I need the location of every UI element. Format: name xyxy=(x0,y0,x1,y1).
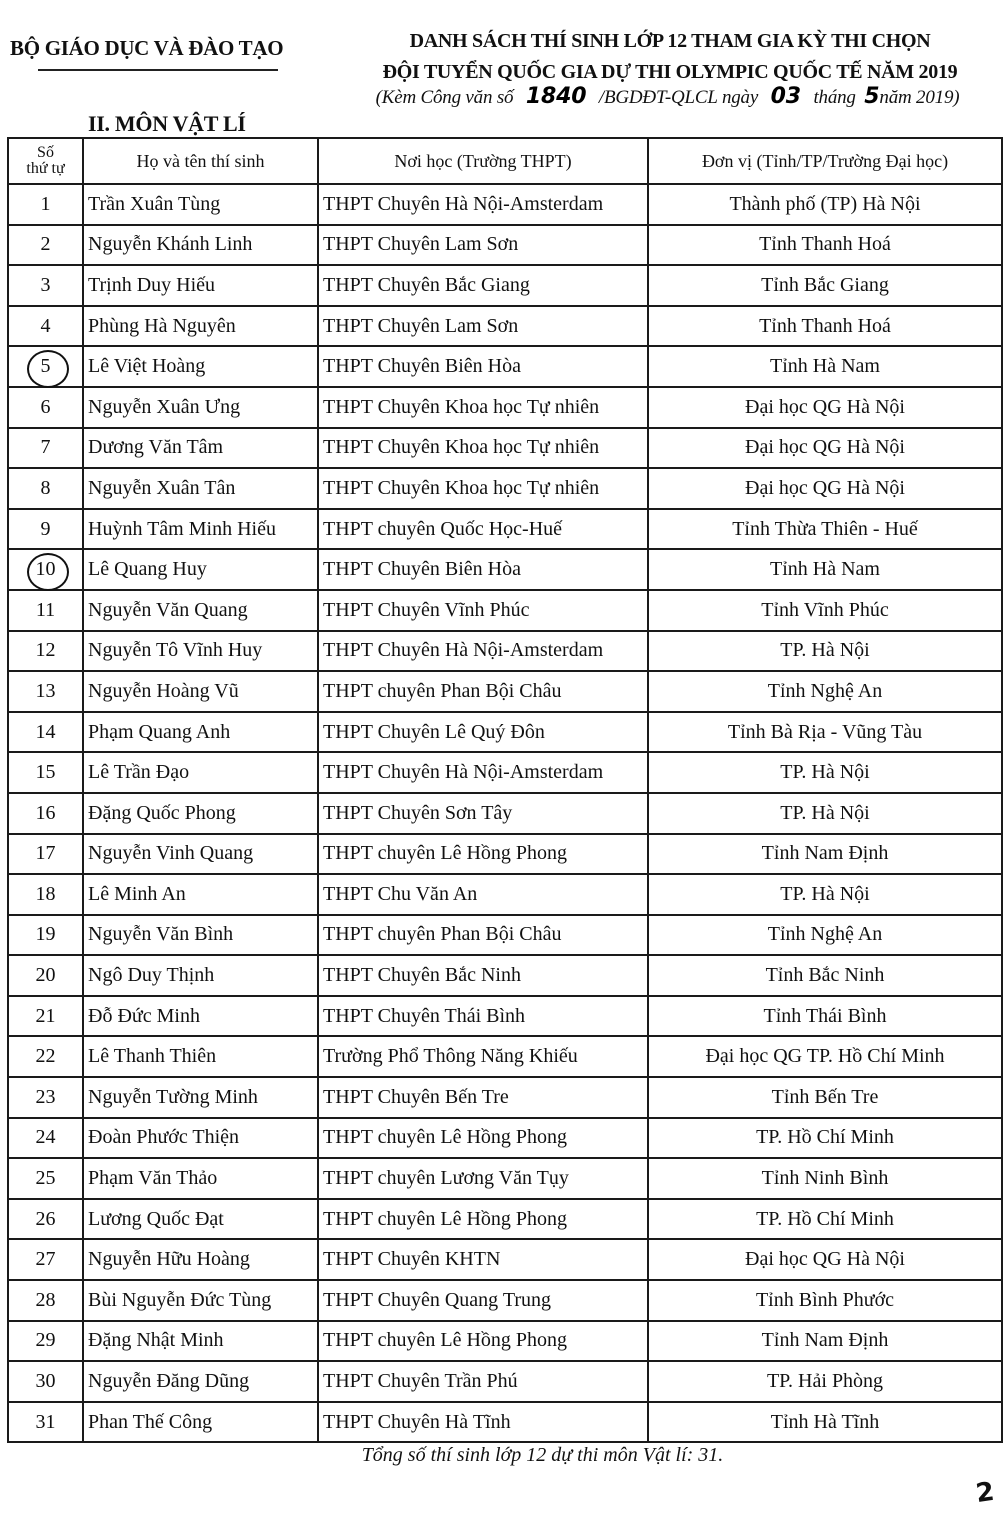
row-number: 19 xyxy=(8,915,83,956)
document-title xyxy=(340,26,1000,88)
school-name: THPT Chuyên Biên Hòa xyxy=(318,549,648,590)
school-name: THPT chuyên Phan Bội Châu xyxy=(318,915,648,956)
doc-number-handwritten: 1840 xyxy=(525,84,587,109)
candidate-name: Lê Trần Đạo xyxy=(83,752,318,793)
row-number: 14 xyxy=(8,712,83,753)
candidate-name: Nguyễn Xuân Ưng xyxy=(83,387,318,428)
candidate-name: Lê Minh An xyxy=(83,874,318,915)
row-number: 6 xyxy=(8,387,83,428)
candidate-name: Đặng Nhật Minh xyxy=(83,1321,318,1362)
candidate-name: Lê Thanh Thiên xyxy=(83,1036,318,1077)
candidate-name: Nguyễn Khánh Linh xyxy=(83,225,318,266)
row-number: 10 xyxy=(8,549,83,590)
unit-name: Tỉnh Hà Tĩnh xyxy=(648,1402,1002,1443)
unit-name: Tỉnh Ninh Bình xyxy=(648,1158,1002,1199)
school-name: THPT Chuyên Lê Quý Đôn xyxy=(318,712,648,753)
row-number: 28 xyxy=(8,1280,83,1321)
candidate-name: Phùng Hà Nguyên xyxy=(83,306,318,347)
unit-name: Đại học QG Hà Nội xyxy=(648,387,1002,428)
candidate-name: Lê Việt Hoàng xyxy=(83,346,318,387)
school-name: THPT Chu Văn An xyxy=(318,874,648,915)
row-number: 20 xyxy=(8,955,83,996)
row-number: 26 xyxy=(8,1199,83,1240)
unit-name: Đại học QG TP. Hồ Chí Minh xyxy=(648,1036,1002,1077)
candidate-name: Nguyễn Tường Minh xyxy=(83,1077,318,1118)
candidate-name: Lê Quang Huy xyxy=(83,549,318,590)
row-number: 9 xyxy=(8,509,83,550)
unit-name: Tỉnh Thanh Hoá xyxy=(648,306,1002,347)
school-name: THPT chuyên Lê Hồng Phong xyxy=(318,834,648,875)
row-number: 30 xyxy=(8,1361,83,1402)
table-row xyxy=(8,387,1002,428)
school-name: THPT Chuyên Vĩnh Phúc xyxy=(318,590,648,631)
candidate-name: Đoàn Phước Thiện xyxy=(83,1118,318,1159)
table-row xyxy=(8,346,1002,387)
table-row xyxy=(8,1158,1002,1199)
candidate-name: Bùi Nguyễn Đức Tùng xyxy=(83,1280,318,1321)
table-row xyxy=(8,225,1002,266)
unit-name: TP. Hồ Chí Minh xyxy=(648,1199,1002,1240)
school-name: THPT Chuyên Quang Trung xyxy=(318,1280,648,1321)
unit-name: Tỉnh Thanh Hoá xyxy=(648,225,1002,266)
row-number: 15 xyxy=(8,752,83,793)
row-number: 17 xyxy=(8,834,83,875)
unit-name: Tỉnh Bình Phước xyxy=(648,1280,1002,1321)
school-name: THPT Chuyên Biên Hòa xyxy=(318,346,648,387)
candidate-name: Phạm Quang Anh xyxy=(83,712,318,753)
month-handwritten: 5 xyxy=(864,84,880,109)
row-number: 27 xyxy=(8,1239,83,1280)
table-body xyxy=(8,184,1002,1442)
column-header-stt xyxy=(8,138,83,184)
table-row xyxy=(8,1402,1002,1443)
subtitle-prefix: (Kèm Công văn số xyxy=(375,87,514,108)
unit-name: TP. Hà Nội xyxy=(648,752,1002,793)
unit-name: TP. Hà Nội xyxy=(648,793,1002,834)
school-name: THPT Chuyên Hà Nội-Amsterdam xyxy=(318,631,648,672)
school-name: THPT chuyên Lương Văn Tụy xyxy=(318,1158,648,1199)
total-note: Tổng số thí sinh lớp 12 dự thi môn Vật lí: 31. xyxy=(361,1444,724,1466)
school-name: THPT chuyên Lê Hồng Phong xyxy=(318,1199,648,1240)
unit-name: Tỉnh Nam Định xyxy=(648,1321,1002,1362)
candidate-name: Nguyễn Đăng Dũng xyxy=(83,1361,318,1402)
table-row xyxy=(8,752,1002,793)
table-row xyxy=(8,671,1002,712)
school-name: THPT Chuyên Trần Phú xyxy=(318,1361,648,1402)
unit-name: Tỉnh Hà Nam xyxy=(648,549,1002,590)
handwritten-page-mark: 2 xyxy=(974,1476,997,1510)
candidate-table xyxy=(7,137,1003,1443)
candidate-name: Nguyễn Hữu Hoàng xyxy=(83,1239,318,1280)
document-subtitle xyxy=(330,84,1005,109)
school-name: THPT Chuyên Hà Nội-Amsterdam xyxy=(318,752,648,793)
school-name: THPT Chuyên Hà Tĩnh xyxy=(318,1402,648,1443)
row-number: 18 xyxy=(8,874,83,915)
school-name: THPT Chuyên Bắc Ninh xyxy=(318,955,648,996)
school-name: THPT Chuyên Hà Nội-Amsterdam xyxy=(318,184,648,225)
row-number: 4 xyxy=(8,306,83,347)
unit-name: Tỉnh Bắc Giang xyxy=(648,265,1002,306)
table-row xyxy=(8,915,1002,956)
table-row xyxy=(8,712,1002,753)
school-name: THPT Chuyên Lam Sơn xyxy=(318,306,648,347)
candidate-name: Nguyễn Hoàng Vũ xyxy=(83,671,318,712)
table-row xyxy=(8,834,1002,875)
school-name: THPT Chuyên Sơn Tây xyxy=(318,793,648,834)
unit-name: Tỉnh Thừa Thiên - Huế xyxy=(648,509,1002,550)
school-name: THPT chuyên Quốc Học-Huế xyxy=(318,509,648,550)
table-row xyxy=(8,1077,1002,1118)
candidate-name: Dương Văn Tâm xyxy=(83,428,318,469)
school-name: THPT chuyên Lê Hồng Phong xyxy=(318,1321,648,1362)
row-number: 25 xyxy=(8,1158,83,1199)
title-line-1: DANH SÁCH THÍ SINH LỚP 12 THAM GIA KỲ THI CHỌN xyxy=(409,30,931,52)
table-row xyxy=(8,590,1002,631)
table-row xyxy=(8,1036,1002,1077)
title-line-2: ĐỘI TUYỂN QUỐC GIA DỰ THI OLYMPIC QUỐC TẾ NĂM 2019 xyxy=(382,61,958,83)
table-header-row xyxy=(8,138,1002,184)
unit-name: Tỉnh Nghệ An xyxy=(648,671,1002,712)
month-label: tháng xyxy=(813,87,856,108)
subtitle-suffix: năm 2019) xyxy=(879,87,960,108)
unit-name: TP. Hồ Chí Minh xyxy=(648,1118,1002,1159)
table-row xyxy=(8,468,1002,509)
table-row xyxy=(8,306,1002,347)
column-header-name: Họ và tên thí sinh xyxy=(83,138,318,184)
unit-name: Tỉnh Vĩnh Phúc xyxy=(648,590,1002,631)
unit-name: Tỉnh Bến Tre xyxy=(648,1077,1002,1118)
candidate-name: Nguyễn Vinh Quang xyxy=(83,834,318,875)
school-name: Trường Phổ Thông Năng Khiếu xyxy=(318,1036,648,1077)
row-number: 7 xyxy=(8,428,83,469)
row-number: 29 xyxy=(8,1321,83,1362)
unit-name: Tỉnh Thái Bình xyxy=(648,996,1002,1037)
unit-name: Thành phố (TP) Hà Nội xyxy=(648,184,1002,225)
candidate-name: Đỗ Đức Minh xyxy=(83,996,318,1037)
school-name: THPT chuyên Lê Hồng Phong xyxy=(318,1118,648,1159)
table-row xyxy=(8,793,1002,834)
row-number: 22 xyxy=(8,1036,83,1077)
row-number: 23 xyxy=(8,1077,83,1118)
table-row xyxy=(8,1199,1002,1240)
ministry-name: BỘ GIÁO DỤC VÀ ĐÀO TẠO xyxy=(10,36,284,60)
school-name: THPT Chuyên Lam Sơn xyxy=(318,225,648,266)
table-row xyxy=(8,428,1002,469)
table-row xyxy=(8,1321,1002,1362)
row-number: 3 xyxy=(8,265,83,306)
unit-name: Tỉnh Nam Định xyxy=(648,834,1002,875)
subtitle-mid: /BGDĐT-QLCL ngày xyxy=(598,87,759,108)
row-number: 24 xyxy=(8,1118,83,1159)
school-name: THPT Chuyên Thái Bình xyxy=(318,996,648,1037)
school-name: THPT Chuyên Bắc Giang xyxy=(318,265,648,306)
table-row xyxy=(8,955,1002,996)
table-row xyxy=(8,631,1002,672)
candidate-name: Phan Thế Công xyxy=(83,1402,318,1443)
row-number: 8 xyxy=(8,468,83,509)
school-name: THPT Chuyên KHTN xyxy=(318,1239,648,1280)
unit-name: Đại học QG Hà Nội xyxy=(648,1239,1002,1280)
table-row xyxy=(8,509,1002,550)
unit-name: Tỉnh Hà Nam xyxy=(648,346,1002,387)
school-name: THPT chuyên Phan Bội Châu xyxy=(318,671,648,712)
candidate-name: Nguyễn Tô Vĩnh Huy xyxy=(83,631,318,672)
table-row xyxy=(8,184,1002,225)
unit-name: Đại học QG Hà Nội xyxy=(648,468,1002,509)
table-row xyxy=(8,1118,1002,1159)
table-row xyxy=(8,1280,1002,1321)
candidate-name: Nguyễn Văn Bình xyxy=(83,915,318,956)
stt-header-line-1: Số xyxy=(37,144,54,161)
school-name: THPT Chuyên Khoa học Tự nhiên xyxy=(318,428,648,469)
candidate-name: Huỳnh Tâm Minh Hiếu xyxy=(83,509,318,550)
table-row xyxy=(8,1361,1002,1402)
candidate-name: Lương Quốc Đạt xyxy=(83,1199,318,1240)
candidate-name: Nguyễn Văn Quang xyxy=(83,590,318,631)
day-handwritten: 03 xyxy=(770,84,801,109)
unit-name: Tỉnh Bắc Ninh xyxy=(648,955,1002,996)
row-number: 31 xyxy=(8,1402,83,1443)
row-number: 2 xyxy=(8,225,83,266)
school-name: THPT Chuyên Khoa học Tự nhiên xyxy=(318,468,648,509)
unit-name: Tỉnh Nghệ An xyxy=(648,915,1002,956)
ministry-underline xyxy=(38,69,278,71)
table-row xyxy=(8,1239,1002,1280)
table-row xyxy=(8,874,1002,915)
section-heading: II. MÔN VẬT LÍ xyxy=(88,111,246,136)
row-number: 12 xyxy=(8,631,83,672)
candidate-name: Trần Xuân Tùng xyxy=(83,184,318,225)
school-name: THPT Chuyên Bến Tre xyxy=(318,1077,648,1118)
candidate-name: Nguyễn Xuân Tân xyxy=(83,468,318,509)
table-row xyxy=(8,549,1002,590)
row-number: 16 xyxy=(8,793,83,834)
row-number: 21 xyxy=(8,996,83,1037)
candidate-name: Phạm Văn Thảo xyxy=(83,1158,318,1199)
unit-name: Tỉnh Bà Rịa - Vũng Tàu xyxy=(648,712,1002,753)
school-name: THPT Chuyên Khoa học Tự nhiên xyxy=(318,387,648,428)
unit-name: TP. Hà Nội xyxy=(648,874,1002,915)
row-number: 1 xyxy=(8,184,83,225)
table-row xyxy=(8,265,1002,306)
row-number: 11 xyxy=(8,590,83,631)
unit-name: Đại học QG Hà Nội xyxy=(648,428,1002,469)
row-number: 5 xyxy=(8,346,83,387)
row-number: 13 xyxy=(8,671,83,712)
column-header-school: Nơi học (Trường THPT) xyxy=(318,138,648,184)
unit-name: TP. Hà Nội xyxy=(648,631,1002,672)
stt-header-line-2: thứ tự xyxy=(26,160,65,177)
candidate-name: Ngô Duy Thịnh xyxy=(83,955,318,996)
table-row xyxy=(8,996,1002,1037)
column-header-unit: Đơn vị (Tỉnh/TP/Trường Đại học) xyxy=(648,138,1002,184)
candidate-name: Đặng Quốc Phong xyxy=(83,793,318,834)
unit-name: TP. Hải Phòng xyxy=(648,1361,1002,1402)
candidate-name: Trịnh Duy Hiếu xyxy=(83,265,318,306)
